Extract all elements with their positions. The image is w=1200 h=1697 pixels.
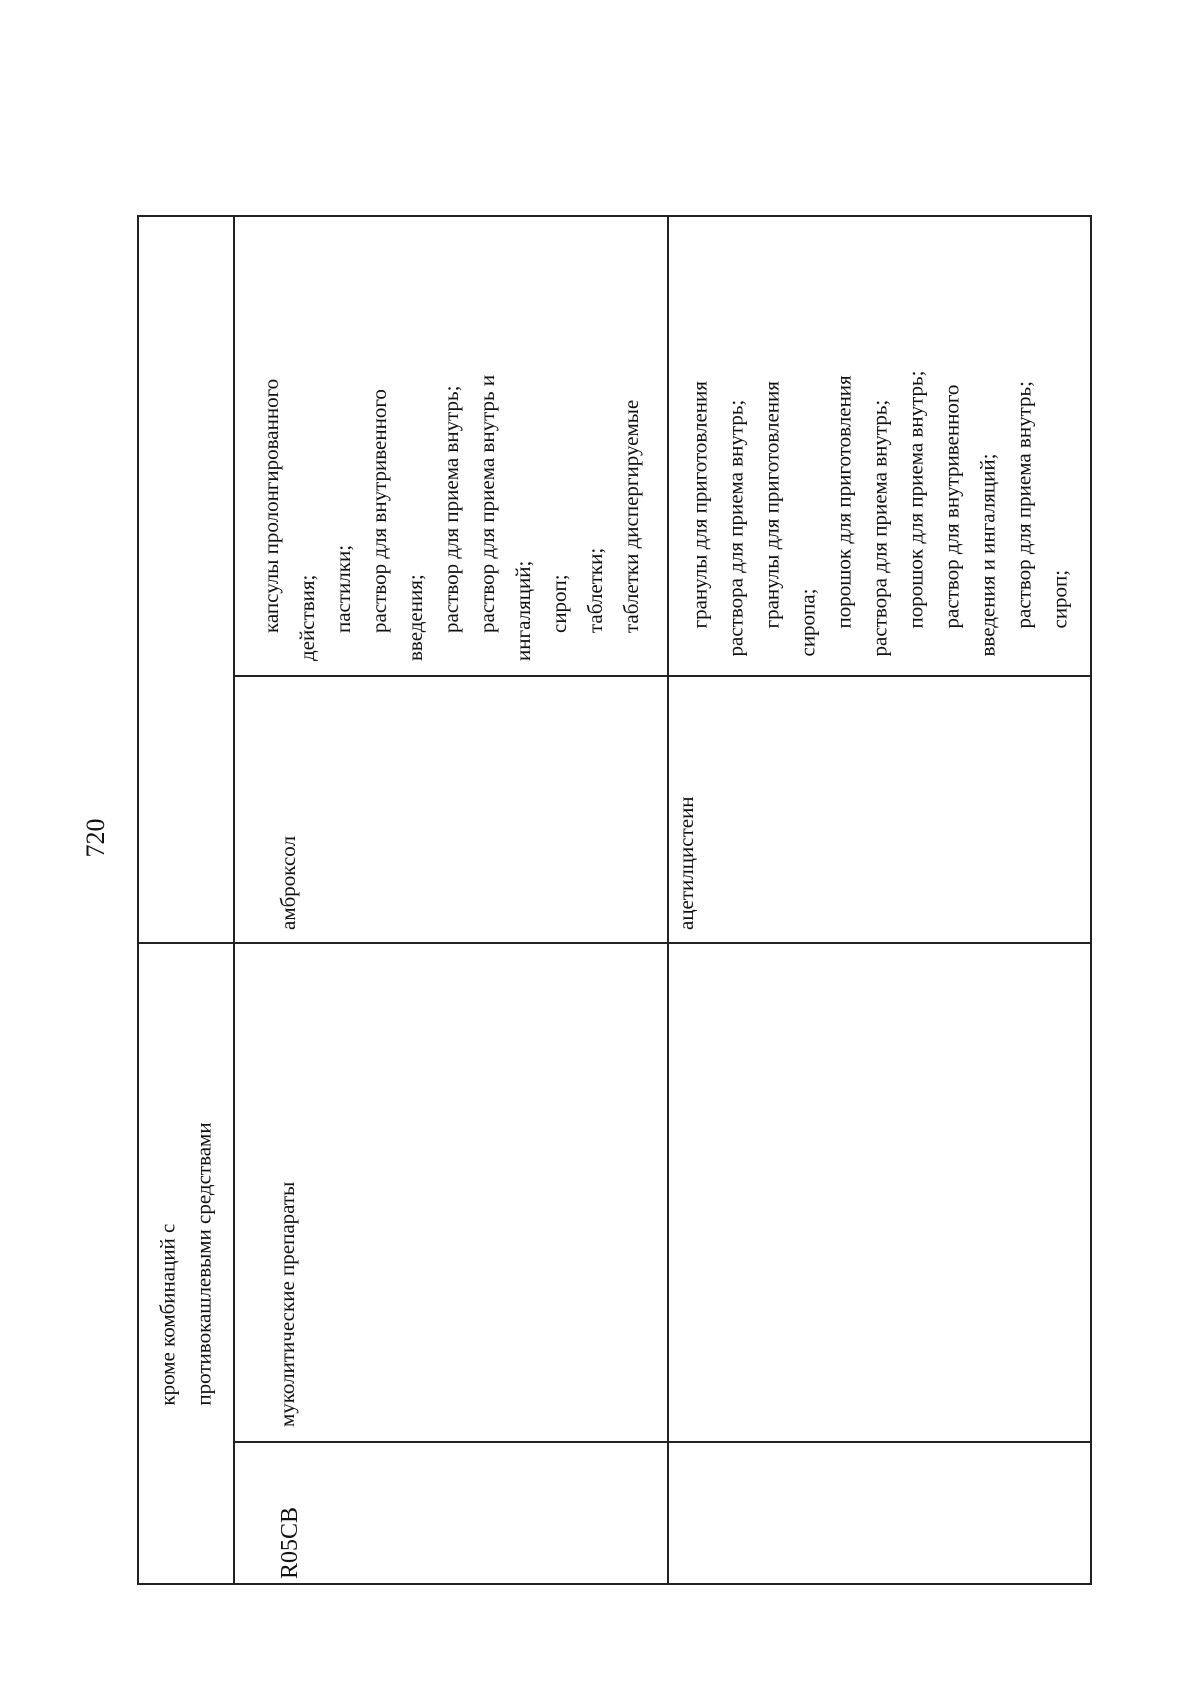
dosage-forms-cell-acetylcysteine (669, 217, 1090, 675)
dosage-form-line: раствора для приема внутрь; (867, 399, 892, 657)
drug-table (137, 215, 1092, 1585)
header-description-line-2: противокашлевыми средствами (192, 1121, 217, 1406)
dosage-form-line: капсулы пролонгированного (259, 378, 283, 633)
page-number: 720 (81, 818, 110, 858)
group-name: муколитические препараты (275, 1181, 299, 1427)
drug-name-cell-acetylcysteine (669, 677, 1090, 942)
dosage-form-line: введения; (403, 574, 427, 661)
dosage-form-line: таблетки; (583, 547, 607, 633)
dosage-form-line: порошок для приготовления (831, 375, 856, 629)
dosage-form-line: сироп; (547, 574, 571, 633)
dosage-form-line: гранулы для приготовления (687, 381, 712, 629)
dosage-form-line: раствор для приема внутрь; (439, 385, 463, 633)
dosage-form-line: таблетки диспергируемые (619, 399, 643, 633)
header-description-line-1: кроме комбинаций с (156, 1223, 181, 1406)
dosage-form-line: раствор для внутривенного (939, 384, 964, 629)
group-name-cell (235, 944, 667, 1441)
dosage-form-line: действия; (295, 574, 319, 661)
dosage-form-line: сироп; (1047, 569, 1072, 629)
drug-name-acetylcysteine: ацетилцистеин (674, 796, 698, 930)
dosage-form-line: введения и ингаляций; (975, 453, 1000, 657)
dosage-form-line: порошок для приема внутрь; (903, 370, 928, 629)
atc-code: R05CB (277, 1506, 303, 1579)
dosage-form-line: раствор для приема внутрь и (475, 374, 499, 633)
header-description-cell (139, 944, 233, 1583)
dosage-form-line: гранулы для приготовления (759, 381, 784, 629)
dosage-form-line: пастилки; (331, 544, 355, 633)
drug-name-cell-ambroxol (235, 677, 667, 942)
dosage-form-line: сиропа; (795, 588, 820, 657)
drug-name-ambroxol: амброксол (276, 836, 300, 930)
dosage-form-line: раствор для приема внутрь; (1011, 381, 1036, 629)
dosage-form-line: раствор для внутривенного (367, 389, 391, 633)
table-border-bottom (137, 1583, 1092, 1585)
dosage-forms-cell-ambroxol (235, 217, 667, 675)
dosage-form-line: ингаляций; (511, 560, 535, 661)
atc-code-cell (235, 1443, 667, 1583)
table-border-right (1090, 215, 1092, 1585)
dosage-form-line: раствора для приема внутрь; (723, 399, 748, 657)
